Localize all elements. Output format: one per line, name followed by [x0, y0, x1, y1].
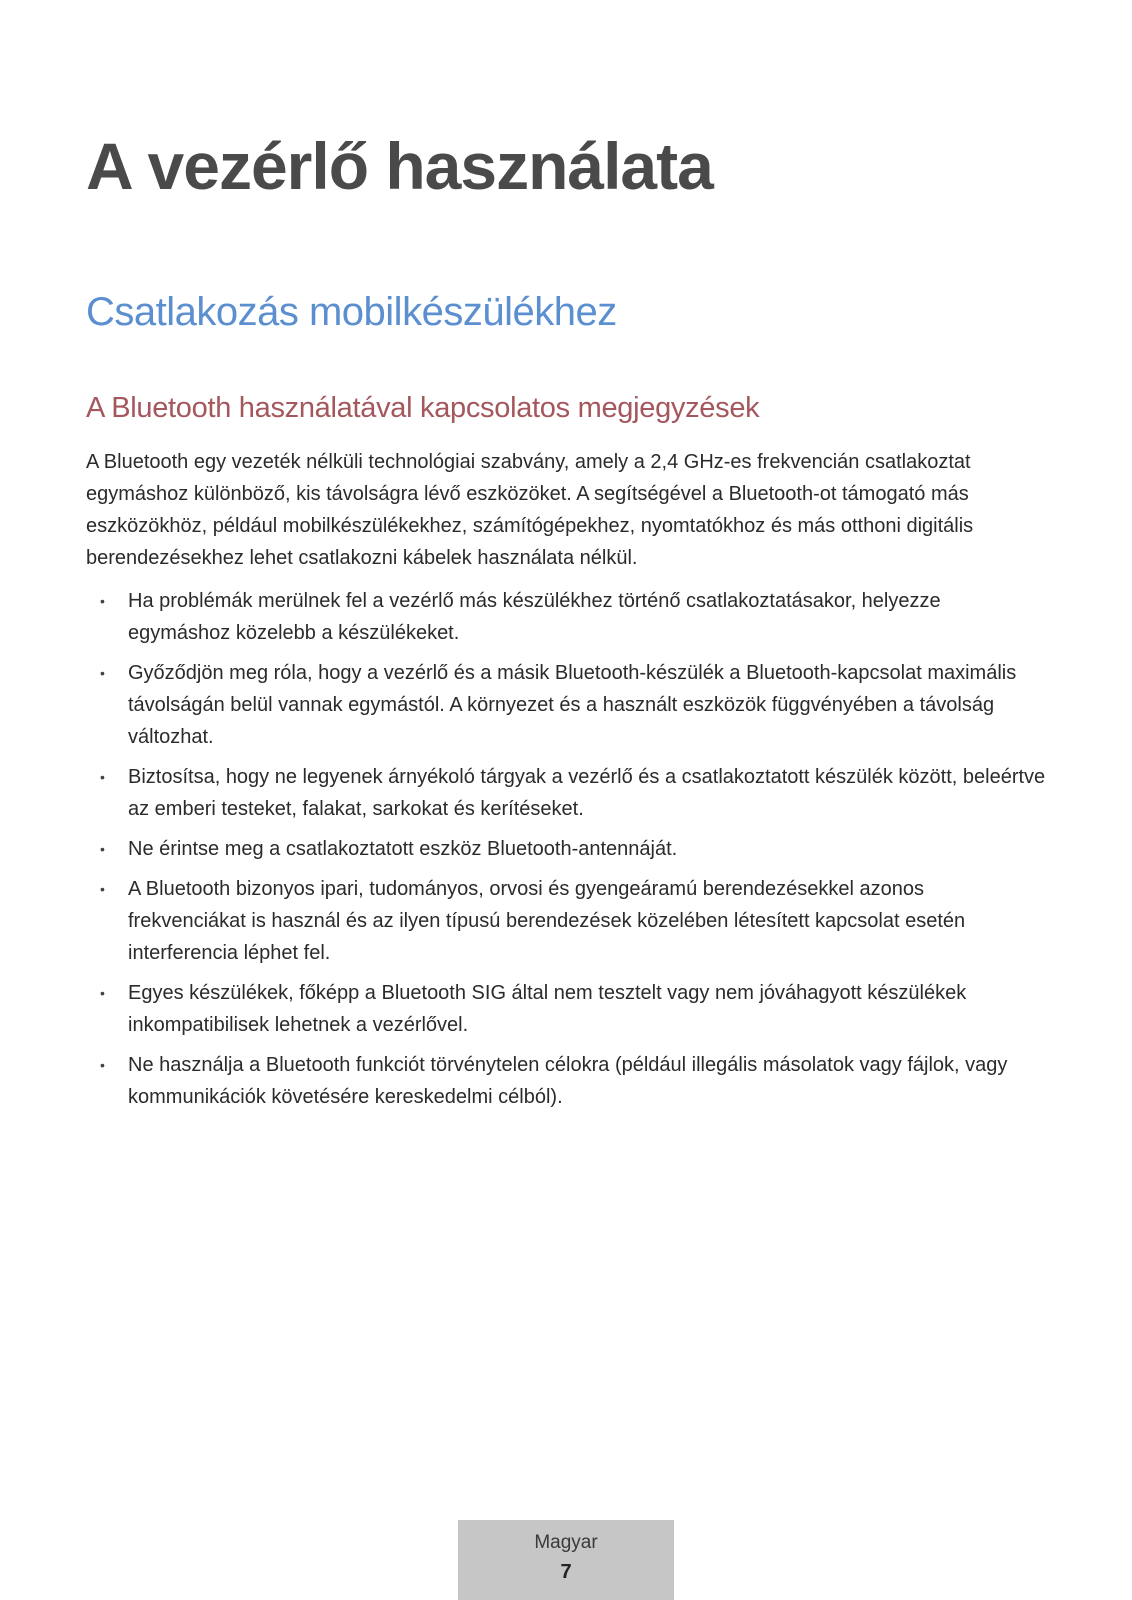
page-number: 7	[560, 1561, 572, 1583]
page-footer	[458, 1520, 674, 1600]
list-item-text: Ne használja a Bluetooth funkciót törvénytelen célokra (például illegális másolatok vagy fájlok, vagy kommunikációk követésére kereskedelmi célból).	[128, 1054, 1008, 1108]
list-item-text: A Bluetooth bizonyos ipari, tudományos, orvosi és gyengeáramú berendezésekkel azonos frekvenciákat is használ és az ilyen típusú berendezések közelében létesített kapcsolat esetén interferencia léphet fel.	[128, 878, 966, 964]
bullet-icon: •	[100, 593, 105, 609]
chapter-title: A vezérlő használata	[86, 129, 713, 203]
intro-paragraph: A Bluetooth egy vezeték nélküli technológiai szabvány, amely a 2,4 GHz-es frekvencián csatlakoztat egymáshoz különböző, kis távolságra lévő eszközöket. A segítségével a Bluetooth-ot támogató más eszközökhöz, például mobilkészülékekhez, számítógépekhez, nyomtatókhoz és más otthoni digitális berendezésekhez lehet csatlakozni kábelek használata nélkül.	[86, 451, 974, 569]
list-item-text: Győződjön meg róla, hogy a vezérlő és a másik Bluetooth-készülék a Bluetooth-kapcsolat maximális távolságán belül vannak egymástól. A környezet és a használt eszközök függvényében a távolság változhat.	[128, 662, 1017, 748]
bullet-icon: •	[100, 841, 105, 857]
footer-language: Magyar	[534, 1532, 598, 1553]
list-item	[86, 977, 1046, 1041]
list-item	[86, 585, 1046, 649]
list-item-text: Ne érintse meg a csatlakoztatott eszköz Bluetooth-antennáját.	[128, 838, 678, 860]
notes-list	[86, 585, 1046, 1121]
bullet-icon: •	[100, 665, 105, 681]
list-item-text: Ha problémák merülnek fel a vezérlő más készülékhez történő csatlakoztatásakor, helyezze egymáshoz közelebb a készülékeket.	[128, 590, 941, 644]
list-item-text: Biztosítsa, hogy ne legyenek árnyékoló tárgyak a vezérlő és a csatlakoztatott készülék között, beleértve az emberi testeket, falakat, sarkokat és kerítéseket.	[128, 766, 1046, 820]
bullet-icon: •	[100, 881, 105, 897]
section-title: Csatlakozás mobilkészülékhez	[86, 290, 617, 334]
list-item	[86, 761, 1046, 825]
list-item	[86, 833, 1046, 865]
bullet-icon: •	[100, 769, 105, 785]
bullet-icon: •	[100, 985, 105, 1001]
list-item-text: Egyes készülékek, főképp a Bluetooth SIG által nem tesztelt vagy nem jóváhagyott készülékek inkompatibilisek lehetnek a vezérlővel.	[128, 982, 967, 1036]
list-item	[86, 657, 1046, 753]
subsection-title: A Bluetooth használatával kapcsolatos megjegyzések	[86, 392, 760, 424]
bullet-icon: •	[100, 1057, 105, 1073]
list-item	[86, 1049, 1046, 1113]
list-item	[86, 873, 1046, 969]
